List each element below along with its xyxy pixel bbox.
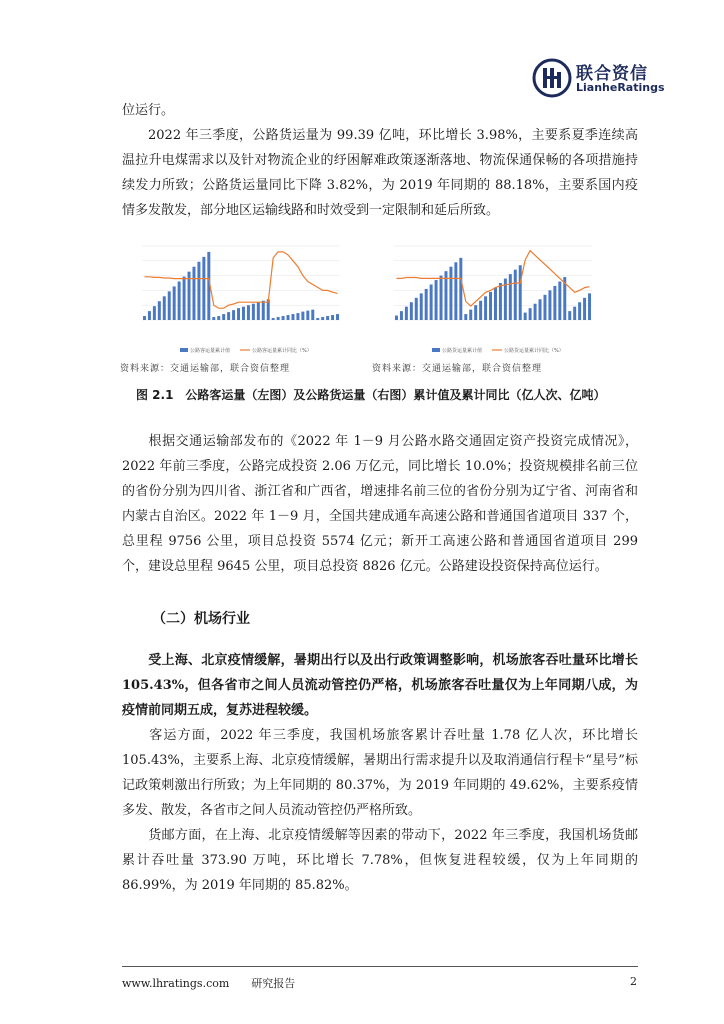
bar-1-11 [449,267,452,320]
bar-0-24 [262,301,265,320]
bar-1-3 [410,302,413,320]
legend-label-bar-0: 公路客运量累计值 [190,348,231,354]
bar-1-20 [494,287,497,320]
bar-1-14 [464,314,467,320]
paragraph-1: 2022 年三季度，公路货运量为 99.39 亿吨，环比增长 3.98%，主要系夏季连续高温拉升电煤需求以及针对物流企业的纾困解难政策逐渐落地、物流保通保畅的各项措施持续发力所致；公路货运量同比下降 3.82%，为 2019 年同期的 88.18%，主要系国内疫情多发散发，部分地区运输线路和时效受到一定限制和延后所致。 [122,128,638,218]
bar-1-4 [415,298,418,320]
lianhe-logo [532,58,665,98]
bar-1-26 [524,313,527,320]
bar-1-7 [430,284,433,320]
bar-0-11 [197,262,200,320]
bar-1-17 [479,301,482,320]
legend-label-bar-1: 公路货运量累计值 [442,348,483,354]
bar-1-15 [469,310,472,320]
bar-1-27 [529,308,532,320]
chart-passenger-svg [120,240,360,358]
bar-1-8 [435,280,438,320]
bar-0-32 [301,312,304,320]
chart-freight [372,240,612,358]
bar-0-8 [183,277,186,320]
bar-0-15 [217,316,220,320]
bar-0-3 [158,301,161,320]
bar-1-12 [454,262,457,320]
source-note-left: 资料来源：交通运输部，联合资信整理 [120,364,291,374]
bar-0-31 [296,313,299,320]
bar-0-35 [316,318,319,320]
bar-0-4 [163,296,166,320]
bar-1-1 [400,311,403,320]
bar-0-19 [237,308,240,320]
paragraph-3-bold: 受上海、北京疫情缓解，暑期出行以及出行政策调整影响，机场旅客吞吐量环比增长 105.43%，但各省市之间人员流动管控仍严格，机场旅客吞吐量仅为上年同期八成，为疫情前同期五成，复苏进程较缓。 [122,653,638,718]
bar-0-30 [291,314,294,320]
footer-divider [122,966,638,967]
paragraph-2: 根据交通运输部发布的《2022 年 1－9 月公路水路交通固定资产投资完成情况》，2022 年前三季度，公路完成投资 2.06 万亿元，同比增长 10.0%；投资规模排名前三位的省份分别为四川省、浙江省和广西省，增速排名前三位的省份分别为辽宁省、河南省和内蒙古自治区。2022 年 1－9 月，全国共建成通车高速公路和普通国省道项目 337 个，总里程 9756 公里，项目总投资 5574 亿元；新开工高速公路和普通国省道项目 299 个，建设总里程 9645 公里，项目总投资 8826 亿元。公路建设投资保持高位运行。 [122,434,638,574]
bar-1-6 [425,289,428,320]
bar-0-21 [247,305,250,320]
bar-1-2 [405,307,408,320]
bar-0-36 [321,317,324,320]
bar-1-25 [519,265,522,320]
paragraph-5: 货邮方面，在上海、北京疫情缓解等因素的带动下，2022 年三季度，我国机场货邮累计吞吐量 373.90 万吨，环比增长 7.78%，但恢复进程较缓，仅为上年同期的 86.99%，为 2019 年同期的 85.82%。 [122,828,638,893]
bar-0-29 [287,315,290,320]
bar-0-20 [242,307,245,320]
bar-1-16 [474,305,477,320]
bar-1-5 [420,293,423,320]
bar-0-2 [153,306,156,320]
bar-0-0 [143,316,146,320]
bar-0-16 [222,314,225,320]
bar-1-32 [553,286,556,320]
bar-0-1 [148,311,151,320]
bar-0-39 [336,314,339,320]
chart-freight-svg [372,240,612,358]
bar-1-36 [573,307,576,320]
bar-0-6 [173,286,176,320]
footer-site: www.lhratings.com 研究报告 [122,977,296,990]
bar-1-13 [459,258,462,320]
logo-text-en: LianheRatings [576,81,665,94]
bar-1-37 [578,302,581,320]
bar-0-23 [257,302,260,320]
source-note-right: 资料来源：交通运输部，联合资信整理 [372,364,543,374]
section-title: （二）机场行业 [152,611,250,627]
bar-1-23 [509,274,512,320]
bar-0-17 [227,312,230,320]
bar-0-7 [178,282,181,320]
bar-0-37 [326,316,329,320]
bar-1-18 [484,296,487,320]
bar-1-9 [440,276,443,320]
bar-0-10 [192,267,195,320]
bar-1-28 [534,304,537,320]
bar-0-27 [277,317,280,320]
bar-0-12 [202,257,205,320]
bar-0-18 [232,310,235,320]
bar-0-26 [272,318,275,320]
bar-0-5 [168,291,171,320]
lianhe-logo-icon [532,58,572,98]
bar-1-39 [588,293,591,320]
page-number: 2 [630,975,637,988]
bar-1-33 [558,282,561,320]
bar-0-22 [252,304,255,320]
logo-text-cn: 联合资信 [576,64,648,84]
legend-swatch-bar-0 [180,348,188,352]
chart-passenger [120,240,360,358]
bar-0-38 [331,315,334,320]
bar-1-31 [548,290,551,320]
bar-1-29 [539,299,542,320]
bar-1-19 [489,292,492,320]
bar-0-33 [306,311,309,320]
bar-1-30 [543,295,546,320]
bar-1-38 [583,298,586,320]
bar-0-28 [282,316,285,320]
legend-swatch-bar-1 [432,348,440,352]
bar-0-34 [311,310,314,320]
bar-1-35 [568,311,571,320]
paragraph-0: 位运行。 [122,103,175,118]
bar-1-21 [499,283,502,320]
legend-label-line-1: 公路货运量累计同比（%） [504,348,564,354]
figure-caption: 图 2.1 公路客运量（左图）及公路货运量（右图）累计值及累计同比（亿人次、亿吨） [136,388,606,402]
bar-0-14 [212,317,215,320]
bar-1-24 [514,270,517,320]
paragraph-4: 客运方面，2022 年三季度，我国机场旅客累计吞吐量 1.78 亿人次，环比增长 105.43%，主要系上海、北京疫情缓解，暑期出行需求提升以及取消通信行程卡“星号”标记政策刺激出行所致；为上年同期的 80.37%，为 2019 年同期的 49.62%，主要系疫情多发、散发，各省市之间人员流动管控仍严格所致。 [122,728,638,818]
legend-label-line-0: 公路客运量累计同比（%） [252,348,312,354]
bar-1-0 [395,316,398,320]
